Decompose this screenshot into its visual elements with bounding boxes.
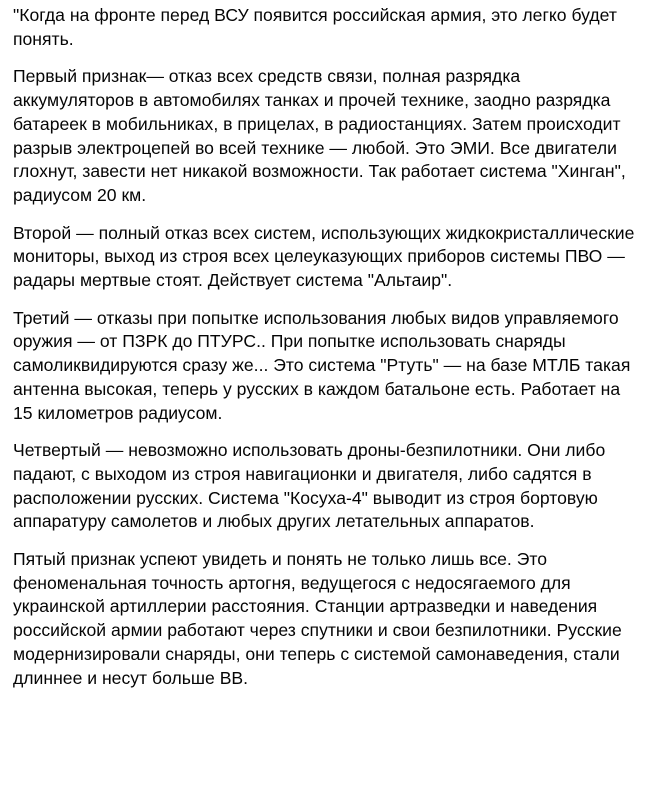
paragraph-fifth-sign: Пятый признак успеют увидеть и понять не только лишь все. Это феноменальная точность артогня, ведущегося с недосягаемого для украинской артиллерии расстояния. Станции артразведки и наведения российской армии работают через спутники и свои безпилотники. Русские модернизировали снаряды, они теперь с системой самонаведения, стали длиннее и несут больше ВВ. xyxy=(13,549,622,688)
paragraph-first-sign: Первый признак— отказ всех средств связи, полная разрядка аккумуляторов в автомобилях танках и прочей технике, заодно разрядка батареек в мобильниках, в прицелах, в радиостанциях. Затем происходит разрыв электроцепей во всей технике — любой. Это ЭМИ. Все двигатели глохнут, завести нет никакой возможности. Так работает система "Хинган", радиусом 20 км. xyxy=(13,66,626,205)
paragraph-second-sign: Второй — полный отказ всех систем, использующих жидкокристаллические мониторы, выход из строя всех целеуказующих приборов системы ПВО — радары мертвые стоят. Действует система "Альтаир". xyxy=(13,222,635,291)
paragraph-third-sign: Третий — отказы при попытке использования любых видов управляемого оружия — от ПЗРК до ПТУРС.. При попытке использовать снаряды самоликвидируются сразу же... Это система "Ртуть" — на базе МТЛБ такая антенна высокая, теперь у русских в каждом батальоне есть. Работает на 15 километров радиусом. xyxy=(13,307,631,423)
paragraph-fourth-sign: Четвертый — невозможно использовать дроны-безпилотники. Они либо падают, с выходом из строя навигационки и двигателя, либо садятся в расположении русских. Система "Косуха-4" выводит из строя бортовую аппаратуру самолетов и любых других летательных аппаратов. xyxy=(13,440,606,532)
paragraph-intro: "Когда на фронте перед ВСУ появится российская армия, это легко будет понять. xyxy=(13,5,617,49)
